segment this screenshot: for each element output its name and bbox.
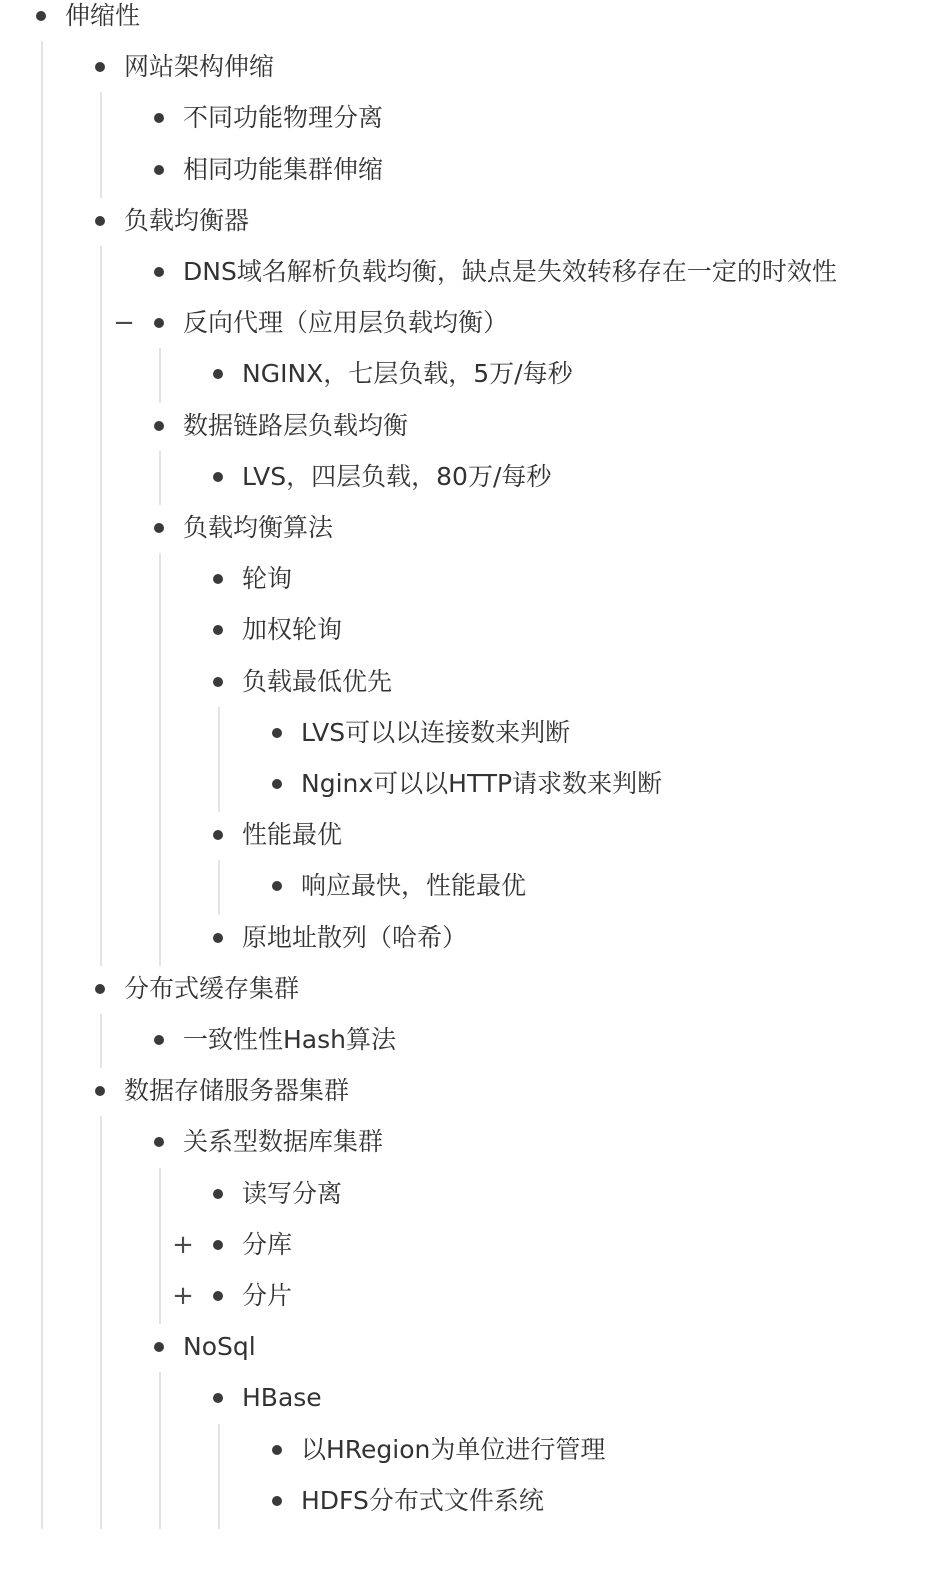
indent-guide-line: [159, 1168, 161, 1325]
bullet-icon[interactable]: [272, 1496, 282, 1506]
indent-guide-line: [159, 451, 161, 505]
outline-item-text[interactable]: DNS域名解析负载均衡，缺点是失效转移存在一定的时效性: [183, 257, 837, 286]
outline-item[interactable]: [0, 869, 948, 920]
outline-item[interactable]: [0, 255, 948, 306]
bullet-icon[interactable]: [154, 421, 164, 431]
outline-item-text[interactable]: 负载均衡算法: [183, 513, 334, 542]
bullet-icon[interactable]: [154, 1342, 164, 1352]
bullet-icon[interactable]: [154, 113, 164, 123]
outline-item[interactable]: [0, 1279, 948, 1330]
outline-item-text[interactable]: LVS，四层负载，80万/每秒: [242, 461, 552, 491]
bullet-icon[interactable]: [36, 11, 46, 21]
indent-guide-line: [159, 1372, 161, 1529]
outline-item[interactable]: [0, 818, 948, 869]
indent-guide-line: [41, 41, 43, 1529]
bullet-icon[interactable]: [154, 267, 164, 277]
outline-item[interactable]: [0, 1023, 948, 1074]
bullet-icon[interactable]: [154, 1035, 164, 1045]
outline-item-text[interactable]: 原地址散列（哈希）: [242, 922, 468, 952]
expand-toggle-icon[interactable]: +: [172, 1281, 194, 1311]
bullet-icon[interactable]: [213, 472, 223, 482]
bullet-icon[interactable]: [213, 574, 223, 584]
indent-guide-line: [159, 553, 161, 966]
bullet-icon[interactable]: [95, 984, 105, 994]
bullet-icon[interactable]: [154, 1137, 164, 1147]
outline-item-text[interactable]: NoSql: [183, 1332, 256, 1362]
outline-item-text[interactable]: 相同功能集群伸缩: [183, 154, 384, 184]
outline-item[interactable]: [0, 716, 948, 767]
outline-item[interactable]: [0, 101, 948, 152]
indent-guide-line: [159, 348, 161, 402]
bullet-icon[interactable]: [272, 728, 282, 738]
bullet-icon[interactable]: [213, 369, 223, 379]
indent-guide-line: [100, 92, 102, 197]
outline-item-text[interactable]: 加权轮询: [242, 615, 343, 645]
outline-item[interactable]: [0, 1381, 948, 1432]
outline-item[interactable]: [0, 767, 948, 818]
outline-item-text[interactable]: 分片: [242, 1281, 293, 1310]
outline-item[interactable]: [0, 1228, 948, 1279]
outline-item-text[interactable]: 响应最快，性能最优: [301, 871, 527, 901]
collapse-toggle-icon[interactable]: −: [113, 308, 135, 339]
bullet-icon[interactable]: [95, 1086, 105, 1096]
outline-item-text[interactable]: HDFS分布式文件系统: [301, 1485, 544, 1515]
bullet-icon[interactable]: [272, 779, 282, 789]
outline-item[interactable]: [0, 460, 948, 511]
outline-item[interactable]: [0, 1074, 948, 1125]
bullet-icon[interactable]: [272, 881, 282, 891]
outline-item[interactable]: [0, 1330, 948, 1381]
indent-guide-line: [218, 860, 220, 914]
outline-item-text[interactable]: 关系型数据库集群: [183, 1127, 384, 1157]
bullet-icon[interactable]: [154, 318, 164, 328]
outline-item-text[interactable]: 一致性性Hash算法: [183, 1025, 396, 1054]
outline-item[interactable]: [0, 153, 948, 204]
outline-item[interactable]: [0, 1177, 948, 1228]
outline-item-text[interactable]: 负载最低优先: [242, 666, 393, 696]
outline-item-text[interactable]: 伸缩性: [65, 1, 141, 30]
bullet-icon[interactable]: [213, 933, 223, 943]
outline-item-text[interactable]: 数据链路层负载均衡: [183, 410, 409, 440]
bullet-icon[interactable]: [272, 1445, 282, 1455]
bullet-icon[interactable]: [154, 165, 164, 175]
outline-item-text[interactable]: 反向代理（应用层负载均衡）: [183, 308, 509, 338]
indent-guide-line: [100, 246, 102, 966]
outline-item-text[interactable]: HBase: [242, 1383, 322, 1413]
bullet-icon[interactable]: [213, 677, 223, 687]
outline-item-text[interactable]: 分库: [242, 1229, 293, 1259]
outline-item[interactable]: [0, 204, 948, 255]
outline-item[interactable]: [0, 409, 948, 460]
outline-item[interactable]: [0, 1484, 948, 1535]
outline-item-text[interactable]: Nginx可以以HTTP请求数来判断: [301, 769, 663, 798]
outline-item[interactable]: [0, 511, 948, 562]
outline-item[interactable]: [0, 306, 948, 357]
indent-guide-line: [218, 707, 220, 812]
outline-item-text[interactable]: 数据存储服务器集群: [124, 1076, 350, 1106]
outline-item-text[interactable]: 网站架构伸缩: [124, 52, 275, 82]
outline-item[interactable]: [0, 50, 948, 101]
outline-item-text[interactable]: 轮询: [242, 564, 293, 594]
outline-item[interactable]: [0, 613, 948, 664]
bullet-icon[interactable]: [213, 1393, 223, 1403]
outline-item-text[interactable]: LVS可以以连接数来判断: [301, 717, 571, 747]
outline-item-text[interactable]: 性能最优: [242, 820, 343, 850]
bullet-icon[interactable]: [213, 1291, 223, 1301]
outline-item[interactable]: [0, 1125, 948, 1176]
expand-toggle-icon[interactable]: +: [172, 1229, 194, 1260]
outline-item[interactable]: [0, 0, 948, 50]
outline-item-text[interactable]: 分布式缓存集群: [124, 973, 300, 1003]
outline-item-text[interactable]: NGINX，七层负载，5万/每秒: [242, 359, 573, 389]
outline-item-text[interactable]: 读写分离: [242, 1178, 343, 1208]
outline-item[interactable]: [0, 357, 948, 408]
bullet-icon[interactable]: [213, 1240, 223, 1250]
bullet-icon[interactable]: [95, 216, 105, 226]
outline-item[interactable]: [0, 665, 948, 716]
indent-guide-line: [100, 1014, 102, 1068]
outline-item-text[interactable]: 不同功能物理分离: [183, 103, 384, 133]
bullet-icon[interactable]: [213, 625, 223, 635]
indent-guide-line: [218, 1424, 220, 1529]
outline-item-text[interactable]: 以HRegion为单位进行管理: [301, 1434, 606, 1464]
indent-guide-line: [100, 1116, 102, 1529]
outline-item[interactable]: [0, 921, 948, 972]
outline-item[interactable]: [0, 1433, 948, 1484]
bullet-icon[interactable]: [213, 830, 223, 840]
bullet-icon[interactable]: [213, 1189, 223, 1199]
bullet-icon[interactable]: [154, 523, 164, 533]
outline-item[interactable]: [0, 972, 948, 1023]
outline-item[interactable]: [0, 562, 948, 613]
outline-item-text[interactable]: 负载均衡器: [124, 205, 250, 235]
bullet-icon[interactable]: [95, 62, 105, 72]
